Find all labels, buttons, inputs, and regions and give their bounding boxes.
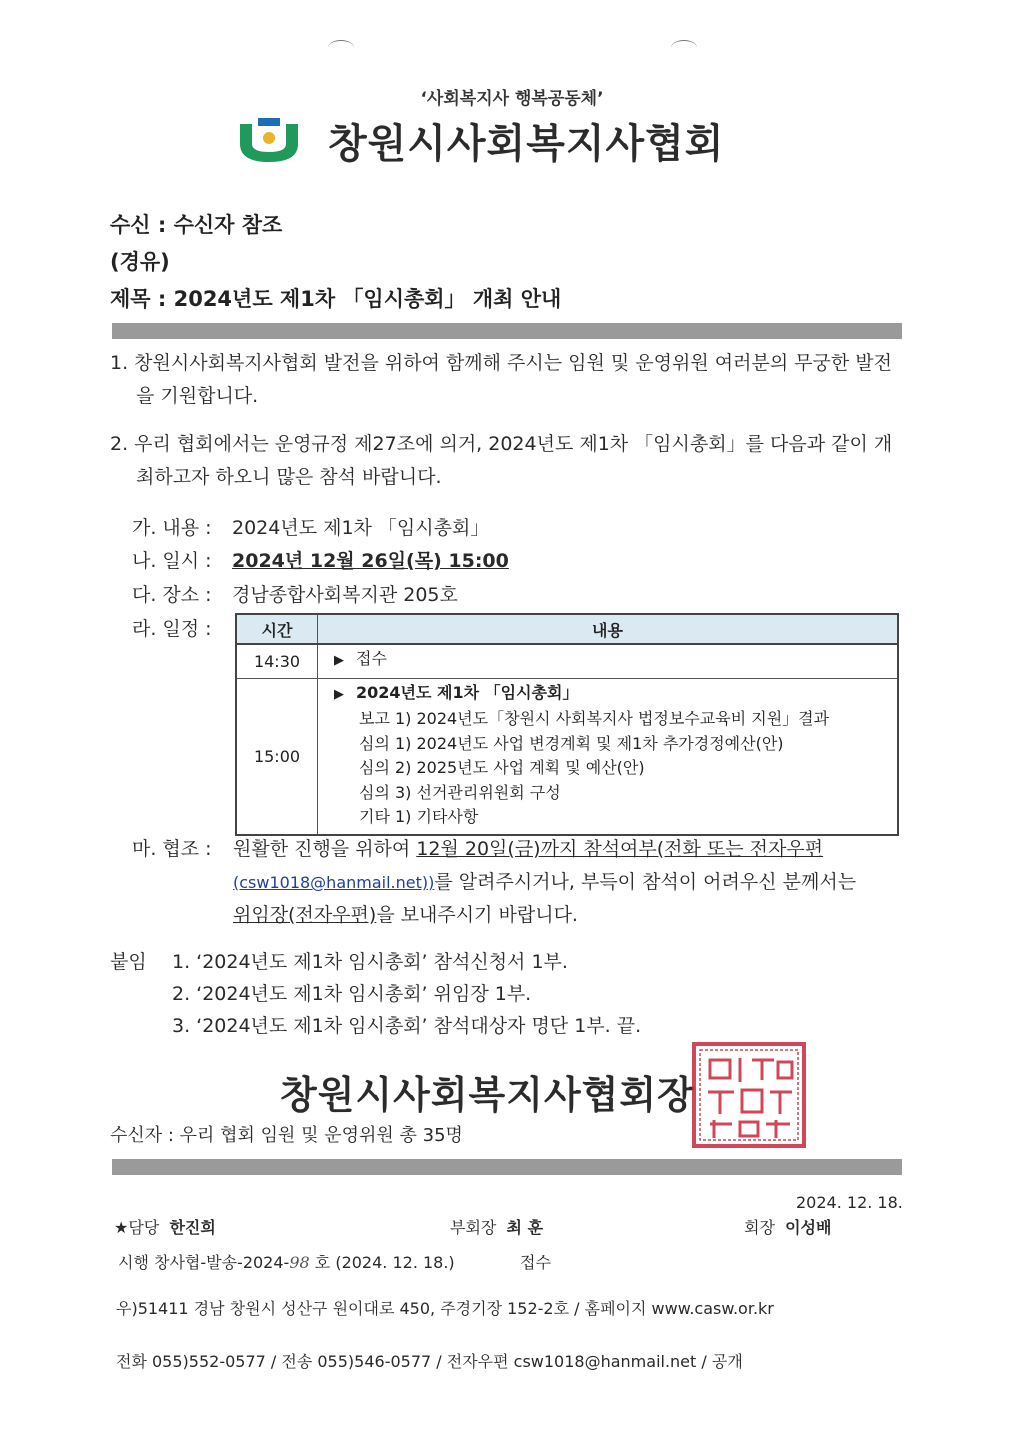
table-row	[236, 644, 898, 678]
association-logo-icon	[238, 118, 300, 164]
row1-content: ▶ 접수	[318, 644, 899, 678]
via-line: (경유)	[110, 250, 170, 274]
row1-time: 14:30	[236, 644, 318, 678]
item-content: 가. 내용 : 2024년도 제1차 「임시총회」	[132, 517, 490, 539]
recipients-line: 수신자 : 우리 협회 임원 및 운영위원 총 35명	[110, 1125, 463, 1146]
manager: ★담당 한진희	[114, 1218, 216, 1237]
header-time: 시간	[236, 614, 318, 644]
item-cooperation: 마. 협조 : 원활한 진행을 위하여 12월 20일(금)까지 참석여부(전화 또는 전자우편 (csw1018@hanmail.net))를 알려주시거나, 부득이 참석이 어려우신 분께서는 위임장(전자우편)을 보내주시기 바랍니다.	[132, 838, 857, 926]
table-row	[236, 678, 898, 835]
receipt-label: 접수	[520, 1253, 551, 1272]
agenda-item: 기타 1) 기타사항	[359, 807, 479, 826]
punch-mark-right	[671, 40, 697, 55]
signature-title: 창원시사회복지사협회장	[280, 1073, 695, 1117]
address-line: 우)51411 경남 창원시 성산구 원이대로 450, 주경기장 152-2호 / 홈페이지 www.casw.or.kr	[116, 1299, 774, 1318]
triangle-bullet-icon: ▶	[334, 653, 344, 668]
punch-mark-left	[328, 40, 354, 55]
agenda-item: 심의 2) 2025년도 사업 계획 및 예산(안)	[359, 758, 645, 777]
footer-divider	[112, 1159, 902, 1175]
row2-time: 15:00	[236, 678, 318, 835]
header-divider	[112, 323, 902, 339]
row2-content: ▶ 2024년도 제1차 「임시총회」 보고 1) 2024년도「창원시 사회복지사 법정보수교육비 지원」결과 심의 1) 2024년도 사업 변경계획 및 제1차 추가경정예산(안) 심의 2) 2025년도 사업 계획 및 예산(안) 심의 3) 선거관리위원회 구성 기타 1) 기타사항	[318, 678, 899, 835]
triangle-bullet-icon: ▶	[334, 686, 344, 702]
vice-president: 부회장 최 훈	[450, 1218, 544, 1237]
attachment-item: 1. ‘2024년도 제1차 임시총회’ 참석신청서 1부.	[172, 951, 568, 973]
handwritten-number: 98	[289, 1253, 310, 1272]
attachments: 붙임 1. ‘2024년도 제1차 임시총회’ 참석신청서 1부. 2. ‘2024년도 제1차 임시총회’ 위임장 1부. 3. ‘2024년도 제1차 임시총회’ 참석대상자 명단 1부. 끝.	[110, 946, 641, 1042]
contact-line: 전화 055)552-0577 / 전송 055)546-0577 / 전자우편 csw1018@hanmail.net / 공개	[116, 1352, 743, 1371]
subject-line: 제목 : 2024년도 제1차 「임시총회」 개최 안내	[110, 287, 562, 311]
enforcement-number: 시행 창사협-발송-2024-98 호 (2024. 12. 18.)	[118, 1253, 455, 1272]
organization-name: 창원시사회복지사협회	[328, 121, 725, 167]
agenda-item: 보고 1) 2024년도「창원시 사회복지사 법정보수교육비 지원」결과	[359, 709, 830, 728]
schedule-header-row	[236, 614, 898, 644]
schedule-table	[235, 613, 899, 836]
document-date: 2024. 12. 18.	[796, 1193, 903, 1212]
slogan: ‘사회복지사 행복공동체’	[420, 89, 604, 109]
item-schedule-label: 라. 일정 :	[132, 618, 212, 640]
official-seal-icon	[690, 1040, 808, 1150]
item-date: 나. 일시 : 2024년 12월 26일(목) 15:00	[132, 550, 509, 572]
attachment-item: 3. ‘2024년도 제1차 임시총회’ 참석대상자 명단 1부. 끝.	[172, 1015, 642, 1037]
item-place: 다. 장소 : 경남종합사회복지관 205호	[132, 584, 458, 606]
attachment-item: 2. ‘2024년도 제1차 임시총회’ 위임장 1부.	[172, 983, 532, 1005]
agenda-item: 심의 1) 2024년도 사업 변경계획 및 제1차 추가경정예산(안)	[359, 733, 784, 753]
paragraph-1: 1. 창원시사회복지사협회 발전을 위하여 함께해 주시는 임원 및 운영위원 여러분의 무궁한 발전을 기원합니다.	[110, 352, 893, 407]
paragraph-2: 2. 우리 협회에서는 운영규정 제27조에 의거, 2024년도 제1차 「임시총회」를 다음과 같이 개최하고자 하오니 많은 참석 바랍니다.	[110, 433, 893, 488]
header-content: 내용	[318, 614, 899, 644]
email-link[interactable]: (csw1018@hanmail.net))	[233, 873, 435, 892]
agenda-item: 심의 3) 선거관리위원회 구성	[359, 782, 561, 802]
president: 회장 이성배	[744, 1218, 832, 1237]
recipient-line: 수신 : 수신자 참조	[110, 213, 283, 237]
